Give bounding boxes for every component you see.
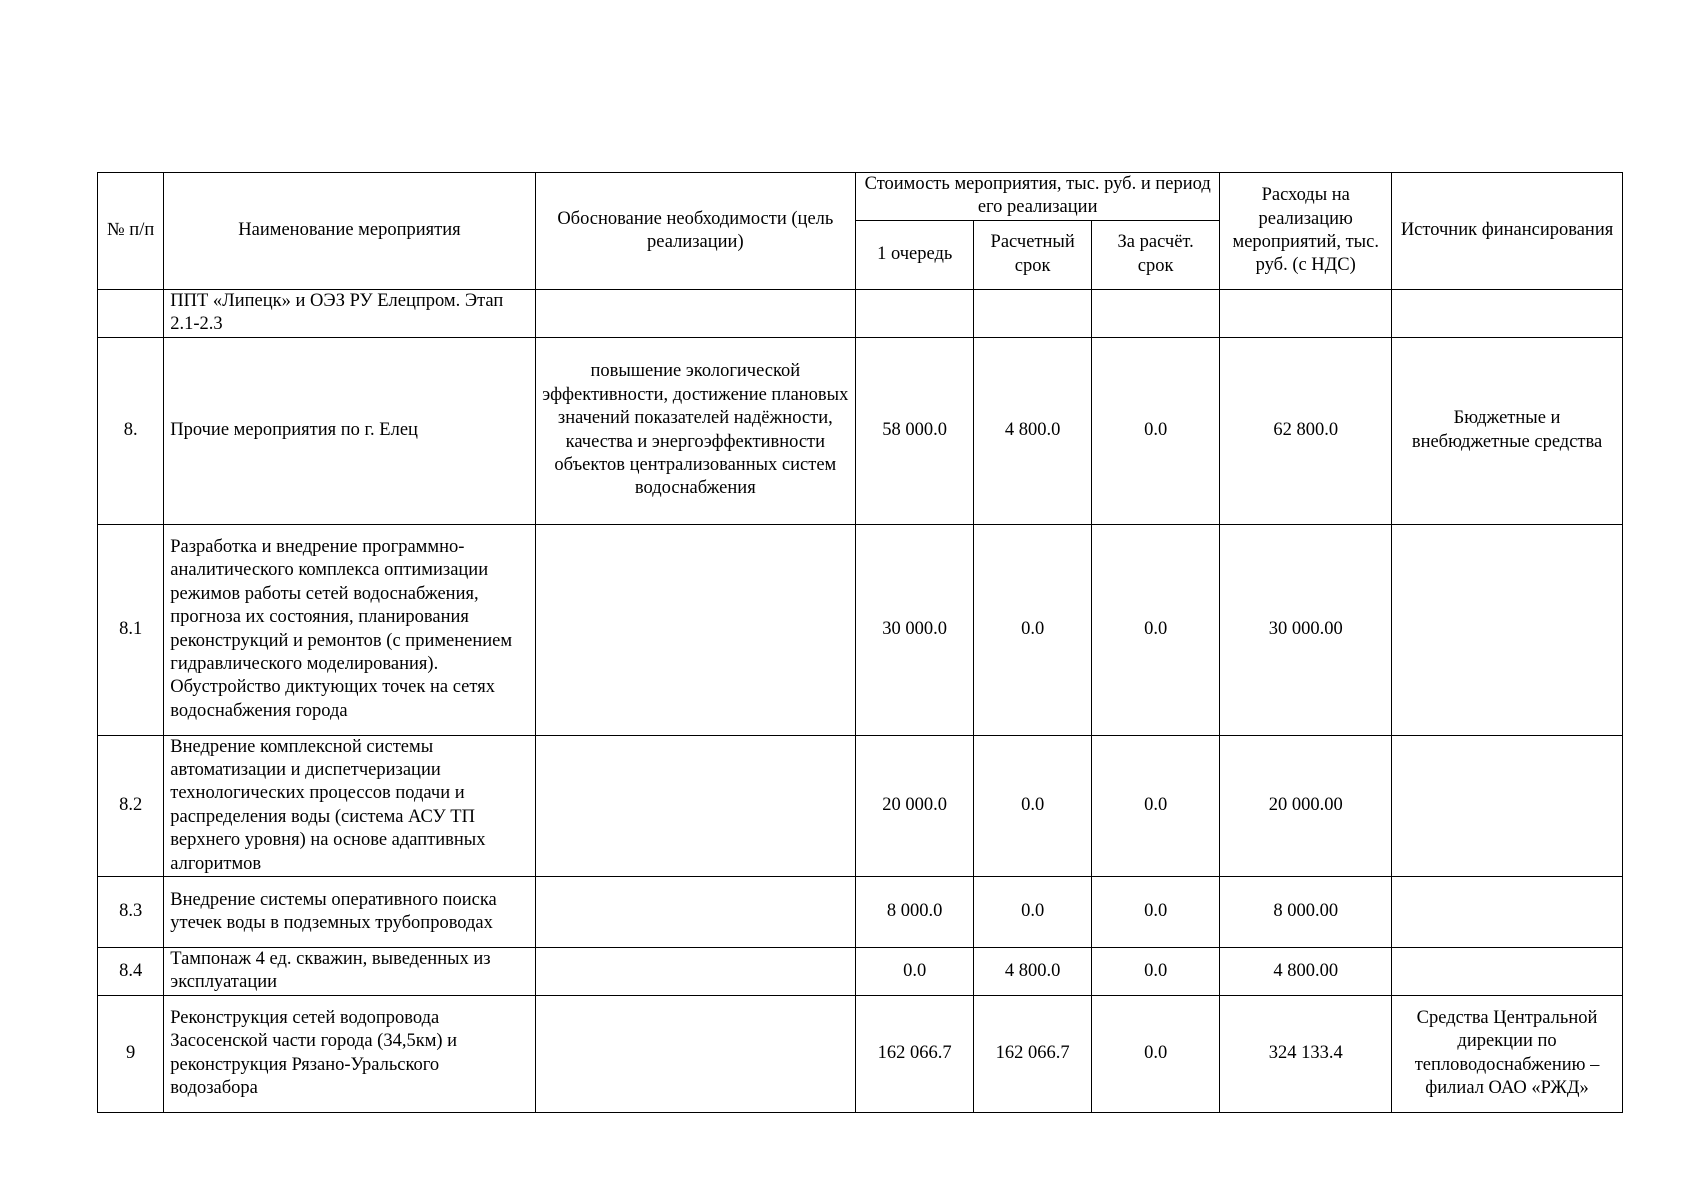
header-stage1: 1 очередь	[855, 220, 973, 289]
table-row	[98, 995, 1623, 1112]
cell-source: Бюджетные и внебюджетные средства	[1392, 337, 1623, 524]
cell-source	[1392, 524, 1623, 735]
cell-name: ППТ «Липецк» и ОЭЗ РУ Елецпром. Этап 2.1-2.3	[164, 289, 535, 337]
cell-name: Тампонаж 4 ед. скважин, выведенных из эксплуатации	[164, 948, 535, 996]
cell-name: Внедрение комплексной системы автоматизации и диспетчеризации технологических процессов подачи и распределения воды (система АСУ ТП верхнего уровня) на основе адаптивных алгоритмов	[164, 735, 535, 876]
cell-source: Средства Центральной дирекции по тепловодоснабжению – филиал ОАО «РЖД»	[1392, 995, 1623, 1112]
cell-justification	[535, 735, 855, 876]
cell-total: 324 133.4	[1220, 995, 1392, 1112]
cell-justification	[535, 289, 855, 337]
cell-beyond-period: 0.0	[1091, 735, 1220, 876]
cell-stage1: 30 000.0	[855, 524, 973, 735]
cell-num: 8.	[98, 337, 164, 524]
cell-source	[1392, 877, 1623, 948]
cell-stage1: 162 066.7	[855, 995, 973, 1112]
table-row	[98, 735, 1623, 876]
cell-justification	[535, 524, 855, 735]
cell-name: Разработка и внедрение программно-аналитического комплекса оптимизации режимов работы сетей водоснабжения, прогноза их состояния, планирования реконструкций и ремонтов (с применением гидравлического моделирования). Обустройство диктующих точек на сетях водоснабжения города	[164, 524, 535, 735]
cell-beyond-period	[1091, 289, 1220, 337]
header-num: № п/п	[98, 173, 164, 290]
cell-justification	[535, 995, 855, 1112]
cell-total: 30 000.00	[1220, 524, 1392, 735]
cell-stage1: 0.0	[855, 948, 973, 996]
table-row	[98, 877, 1623, 948]
header-calc-period: Расчетный срок	[974, 220, 1091, 289]
cell-num: 8.3	[98, 877, 164, 948]
cell-stage1: 8 000.0	[855, 877, 973, 948]
cell-name: Реконструкция сетей водопровода Засосенской части города (34,5км) и реконструкция Рязано-Уральского водозабора	[164, 995, 535, 1112]
cell-calc-period: 0.0	[974, 877, 1091, 948]
cell-justification	[535, 877, 855, 948]
cell-name: Прочие мероприятия по г. Елец	[164, 337, 535, 524]
table-row	[98, 948, 1623, 996]
cell-total: 20 000.00	[1220, 735, 1392, 876]
measures-table	[97, 172, 1623, 1113]
cell-beyond-period: 0.0	[1091, 877, 1220, 948]
cell-num: 8.2	[98, 735, 164, 876]
cell-calc-period: 4 800.0	[974, 337, 1091, 524]
header-name: Наименование мероприятия	[164, 173, 535, 290]
header-justification: Обоснование необходимости (цель реализации)	[535, 173, 855, 290]
cell-source	[1392, 289, 1623, 337]
cell-total: 4 800.00	[1220, 948, 1392, 996]
cell-total: 8 000.00	[1220, 877, 1392, 948]
cell-calc-period: 162 066.7	[974, 995, 1091, 1112]
table-row	[98, 524, 1623, 735]
table-row	[98, 289, 1623, 337]
cell-stage1	[855, 289, 973, 337]
cell-source	[1392, 948, 1623, 996]
cell-beyond-period: 0.0	[1091, 995, 1220, 1112]
cell-total	[1220, 289, 1392, 337]
cell-calc-period: 0.0	[974, 524, 1091, 735]
cell-calc-period: 0.0	[974, 735, 1091, 876]
cell-calc-period: 4 800.0	[974, 948, 1091, 996]
cell-num	[98, 289, 164, 337]
table-row	[98, 337, 1623, 524]
cell-stage1: 58 000.0	[855, 337, 973, 524]
header-cost-group: Стоимость мероприятия, тыс. руб. и период его реализации	[855, 173, 1219, 221]
cell-name: Внедрение системы оперативного поиска утечек воды в подземных трубопроводах	[164, 877, 535, 948]
cell-beyond-period: 0.0	[1091, 948, 1220, 996]
header-source: Источник финансирования	[1392, 173, 1623, 290]
cell-num: 8.1	[98, 524, 164, 735]
cell-stage1: 20 000.0	[855, 735, 973, 876]
cell-beyond-period: 0.0	[1091, 524, 1220, 735]
cell-num: 9	[98, 995, 164, 1112]
cell-justification: повышение экологической эффективности, достижение плановых значений показателей надёжности, качества и энергоэффективности объектов централизованных систем водоснабжения	[535, 337, 855, 524]
cell-justification	[535, 948, 855, 996]
cell-num: 8.4	[98, 948, 164, 996]
header-row-1	[98, 173, 1623, 221]
cell-total: 62 800.0	[1220, 337, 1392, 524]
cell-source	[1392, 735, 1623, 876]
header-total: Расходы на реализацию мероприятий, тыс. руб. (с НДС)	[1220, 173, 1392, 290]
cell-calc-period	[974, 289, 1091, 337]
cell-beyond-period: 0.0	[1091, 337, 1220, 524]
header-beyond-period: За расчёт. срок	[1091, 220, 1220, 289]
